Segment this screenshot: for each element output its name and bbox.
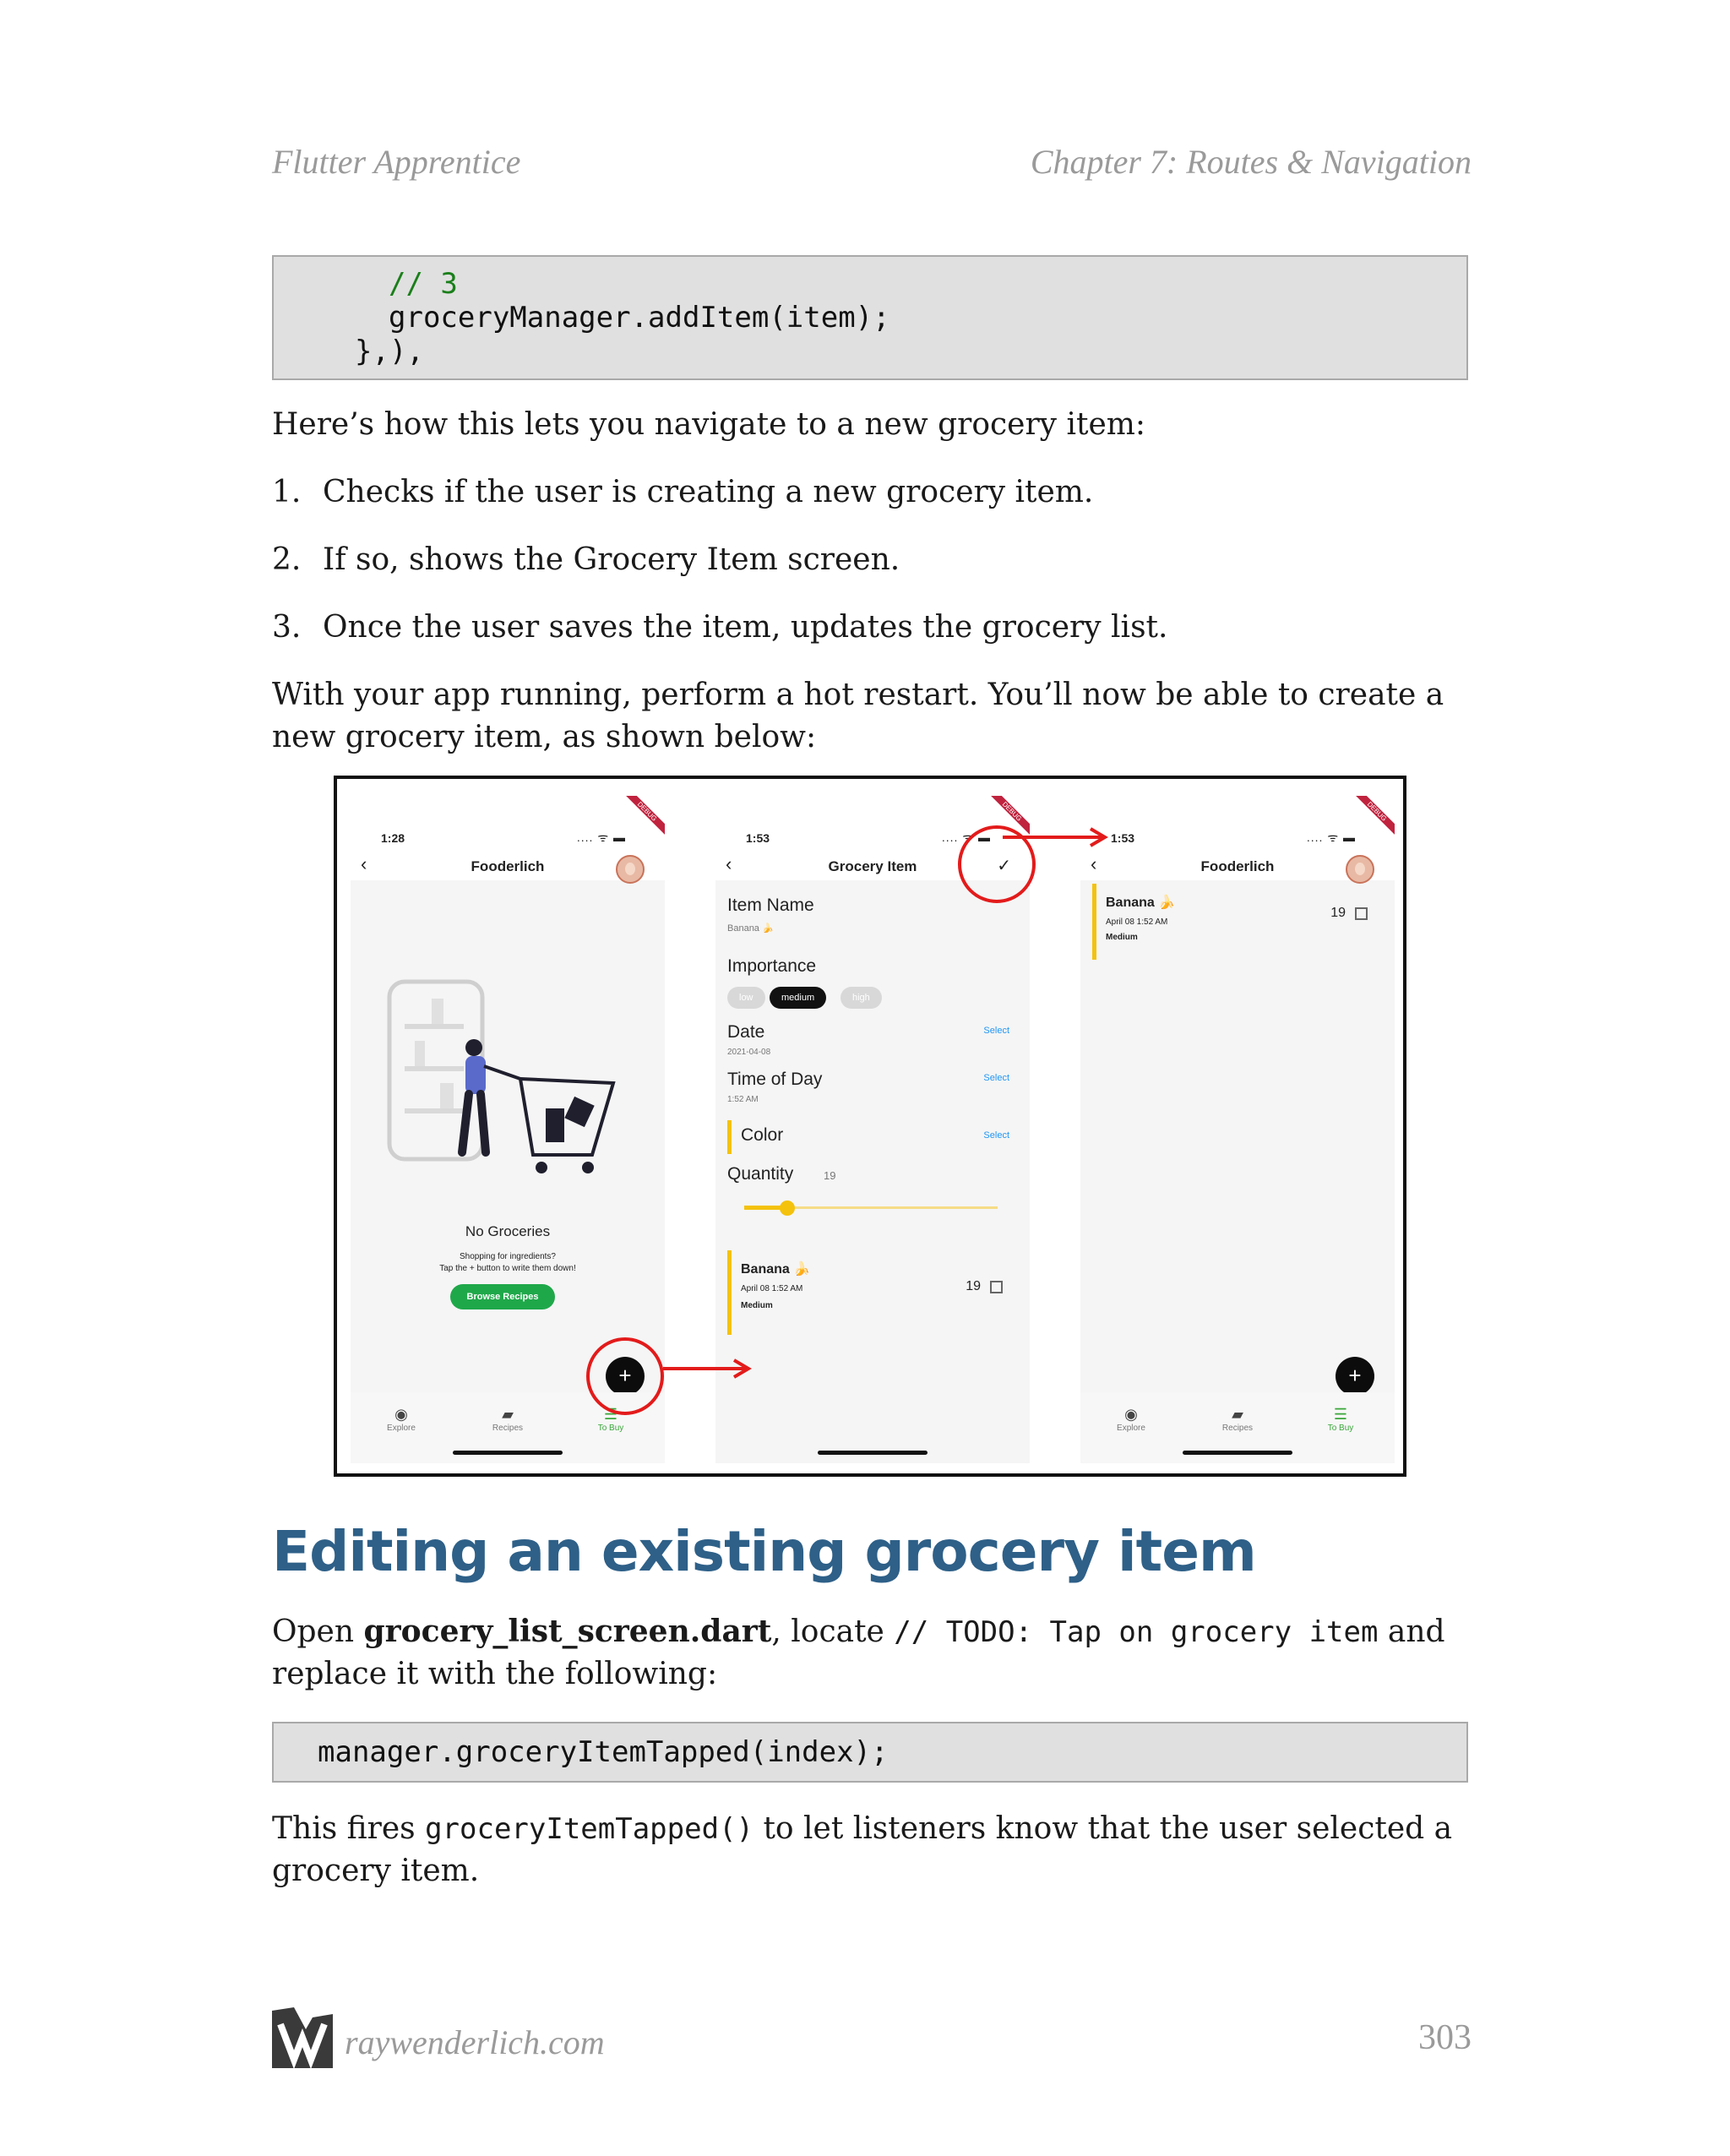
tile-date: April 08 1:52 AM — [1106, 917, 1168, 927]
status-icons: .... ᯤ ▬ — [1306, 830, 1356, 844]
tab-explore[interactable]: ◉ Explore — [1097, 1406, 1165, 1433]
code-block-add-item — [272, 255, 1468, 380]
chip-low[interactable]: low — [727, 987, 765, 1009]
code-line: manager.groceryItemTapped(index); — [318, 1735, 889, 1769]
intro-paragraph: Here’s how this lets you navigate to a new grocery item: — [272, 407, 1146, 442]
status-icons: .... ᯤ ▬ — [576, 830, 626, 844]
todo-comment: // TODO: Tap on grocery item — [894, 1615, 1379, 1649]
quantity-value: 19 — [824, 1169, 836, 1182]
list-text: Once the user saves the item, updates the grocery list. — [323, 610, 1168, 645]
section-heading: Editing an existing grocery item — [272, 1519, 1256, 1584]
list-text: Checks if the user is creating a new grocery item. — [323, 475, 1094, 509]
footer-site: raywenderlich.com — [345, 2023, 605, 2061]
back-arrow-icon[interactable]: ‹ — [361, 853, 367, 874]
book-icon: ▰ — [502, 1406, 514, 1423]
chapter-title: Chapter 7: Routes & Navigation — [1030, 143, 1472, 181]
list-item — [272, 607, 1167, 649]
screen-title: Grocery Item — [828, 858, 917, 874]
date-label: Date — [727, 1022, 765, 1042]
quantity-label: Quantity — [727, 1164, 794, 1184]
card-item-name: Banana 🍌 — [741, 1262, 811, 1277]
color-select-button[interactable]: Select — [983, 1130, 1009, 1141]
list-number: 2. — [272, 542, 302, 577]
raywenderlich-logo-icon — [272, 2007, 333, 2068]
inline-code: groceryItemTapped() — [425, 1812, 754, 1846]
code-block-item-tapped — [272, 1722, 1468, 1783]
book-icon: ▰ — [1232, 1406, 1243, 1423]
tile-quantity: 19 — [1330, 906, 1346, 920]
compass-icon: ◉ — [1124, 1406, 1138, 1423]
page-number: 303 — [1418, 2018, 1472, 2057]
item-name-value: Banana 🍌 — [727, 923, 774, 934]
tab-recipes[interactable]: ▰ Recipes — [1204, 1406, 1271, 1433]
tab-to-buy[interactable]: ☰ To Buy — [1307, 1406, 1374, 1433]
status-time: 1:28 — [381, 831, 405, 845]
item-tapped-paragraph: This fires groceryItemTapped() to let listeners know that the user selected a grocery item. — [272, 1811, 1453, 1888]
card-importance: Medium — [741, 1301, 773, 1310]
time-value: 1:52 AM — [727, 1095, 759, 1104]
code-line: groceryManager.addItem(item); — [389, 301, 890, 335]
importance-label: Importance — [727, 956, 817, 976]
list-text: If so, shows the Grocery Item screen. — [323, 542, 900, 577]
status-icons: .... ᯤ ▬ — [941, 830, 991, 844]
browse-recipes-button[interactable]: Browse Recipes — [450, 1284, 555, 1309]
chip-high[interactable]: high — [841, 987, 882, 1009]
empty-subtitle: Tap the + button to write them down! — [439, 1264, 576, 1273]
tile-importance: Medium — [1106, 933, 1138, 942]
navigation-figure — [334, 776, 1406, 1477]
tile-item-name: Banana 🍌 — [1106, 896, 1176, 910]
hot-restart-paragraph: With your app running, perform a hot restart. You’ll now be able to create a new grocery item, as shown below: — [272, 678, 1444, 754]
empty-title: No Groceries — [465, 1223, 551, 1239]
status-time: 1:53 — [746, 831, 770, 845]
debug-banner: DEBUG — [979, 796, 1030, 847]
card-date: April 08 1:52 AM — [741, 1284, 803, 1293]
arrow-to-list — [1003, 829, 1105, 846]
highlight-circle-fab — [588, 1339, 662, 1413]
back-arrow-icon[interactable]: ‹ — [726, 853, 732, 874]
file-name: grocery_list_screen.dart — [363, 1614, 772, 1649]
date-select-button[interactable]: Select — [983, 1026, 1009, 1036]
app-title: Fooderlich — [1200, 858, 1275, 874]
list-item — [272, 471, 1093, 514]
debug-banner: DEBUG — [1344, 796, 1395, 847]
card-quantity: 19 — [966, 1279, 981, 1293]
compass-icon: ◉ — [394, 1406, 408, 1423]
list-item — [272, 539, 900, 581]
app-title: Fooderlich — [471, 858, 545, 874]
code-line: // 3 — [389, 267, 458, 301]
list-number: 1. — [272, 475, 302, 509]
debug-banner: DEBUG — [614, 796, 665, 847]
chip-medium[interactable]: medium — [770, 987, 826, 1009]
open-file-paragraph: Open grocery_list_screen.dart, locate // TODO: Tap on grocery item and replace it with the following: — [272, 1614, 1445, 1691]
arrow-to-grocery-item — [663, 1360, 748, 1377]
tab-to-buy[interactable]: ☰ To Buy — [577, 1406, 645, 1433]
save-check-icon[interactable]: ✓ — [997, 857, 1011, 875]
list-icon: ☰ — [603, 1406, 618, 1423]
tab-recipes[interactable]: ▰ Recipes — [474, 1406, 541, 1433]
add-item-button[interactable]: + — [606, 1357, 645, 1396]
add-item-button[interactable]: + — [1336, 1357, 1374, 1396]
empty-subtitle: Shopping for ingredients? — [460, 1252, 556, 1261]
time-label: Time of Day — [727, 1070, 823, 1089]
annotation-overlay — [337, 779, 1403, 1473]
back-arrow-icon[interactable]: ‹ — [1091, 853, 1097, 874]
code-line: },), — [355, 335, 424, 368]
time-select-button[interactable]: Select — [983, 1073, 1009, 1083]
list-icon: ☰ — [1333, 1406, 1348, 1423]
status-time: 1:53 — [1111, 831, 1135, 845]
item-name-label: Item Name — [727, 896, 814, 915]
tab-explore[interactable]: ◉ Explore — [367, 1406, 435, 1433]
book-title: Flutter Apprentice — [272, 143, 521, 181]
list-number: 3. — [272, 610, 302, 645]
date-value: 2021-04-08 — [727, 1048, 771, 1057]
color-label: Color — [741, 1125, 784, 1145]
